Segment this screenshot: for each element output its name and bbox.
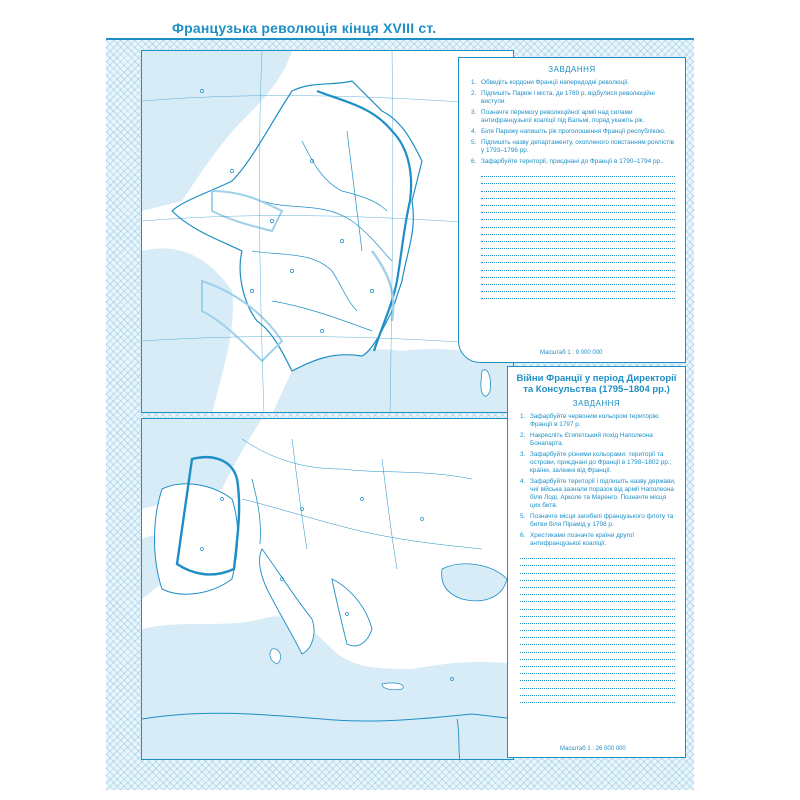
task-item: 6. Хрестиками позначте країни другої антифранцузької коаліції. (520, 532, 635, 547)
task-item: 5. Позначте місця загибелі французького флоту та битви біля Пірамід у 1798 р. (520, 513, 674, 528)
task-item: 3. Зафарбуйте різними кольорами: території та острови, приєднані до Франції в 1798–1802 рр.; країни, залежні від Франції. (520, 451, 672, 474)
tasks-heading-1: ЗАВДАННЯ (548, 65, 596, 74)
scale-label-2: Масштаб 1 : 26 000 000 (560, 746, 626, 752)
task-item: 2. Накресліть Єгипетський похід Наполеона Бонапарта. (520, 432, 653, 447)
task-item: 6. Зафарбуйте території, приєднані до Франції в 1790–1794 рр.. (471, 158, 664, 165)
map2-title: Війни Франції у період Директорії та Консульства (1795–1804 рр.) (516, 373, 677, 395)
task-item: 5. Підпишіть назву департаменту, охопленого повстанням роялістів у 1793–1796 рр. (471, 139, 675, 154)
tasks-list-2 (508, 413, 685, 548)
tasks-panel-2 (507, 366, 686, 758)
tasks-heading-2: ЗАВДАННЯ (572, 399, 621, 408)
task-item: 2. Підпишіть Париж і міста, де 1789 р. відбулися революційні виступи. (471, 90, 655, 105)
task-item: 1. Обведіть кордони Франції напередодні революції. (471, 79, 630, 86)
title-rule (106, 38, 694, 40)
map-europe (141, 418, 514, 760)
scale-label-1: Масштаб 1 : 9 000 000 (540, 350, 603, 356)
tasks-list-1 (459, 79, 685, 166)
page-title: Французька революція кінця XVIII ст. (172, 20, 437, 36)
answer-lines-1 (481, 170, 675, 299)
tasks-panel-1 (458, 57, 686, 363)
task-item: 3. Позначте перемогу революційної армії над силами антифранцузької коаліції під Вальмі, поряд укажіть рік. (471, 109, 645, 124)
task-item: 4. Біля Парижу напишіть рік проголошення Франції республікою. (471, 128, 666, 135)
task-item: 4. Зафарбуйте території і підпишіть назву держави, чиї війська зазнали поразок від армії Наполеона біля Лоді, Арколе та Маренго. Позначте місця цих битв. (520, 478, 676, 509)
answer-lines-2 (520, 552, 675, 703)
europe-map-drawing (142, 419, 514, 760)
task-item: 1. Зафарбуйте червоним кольором територію Франції в 1797 р. (520, 413, 659, 428)
